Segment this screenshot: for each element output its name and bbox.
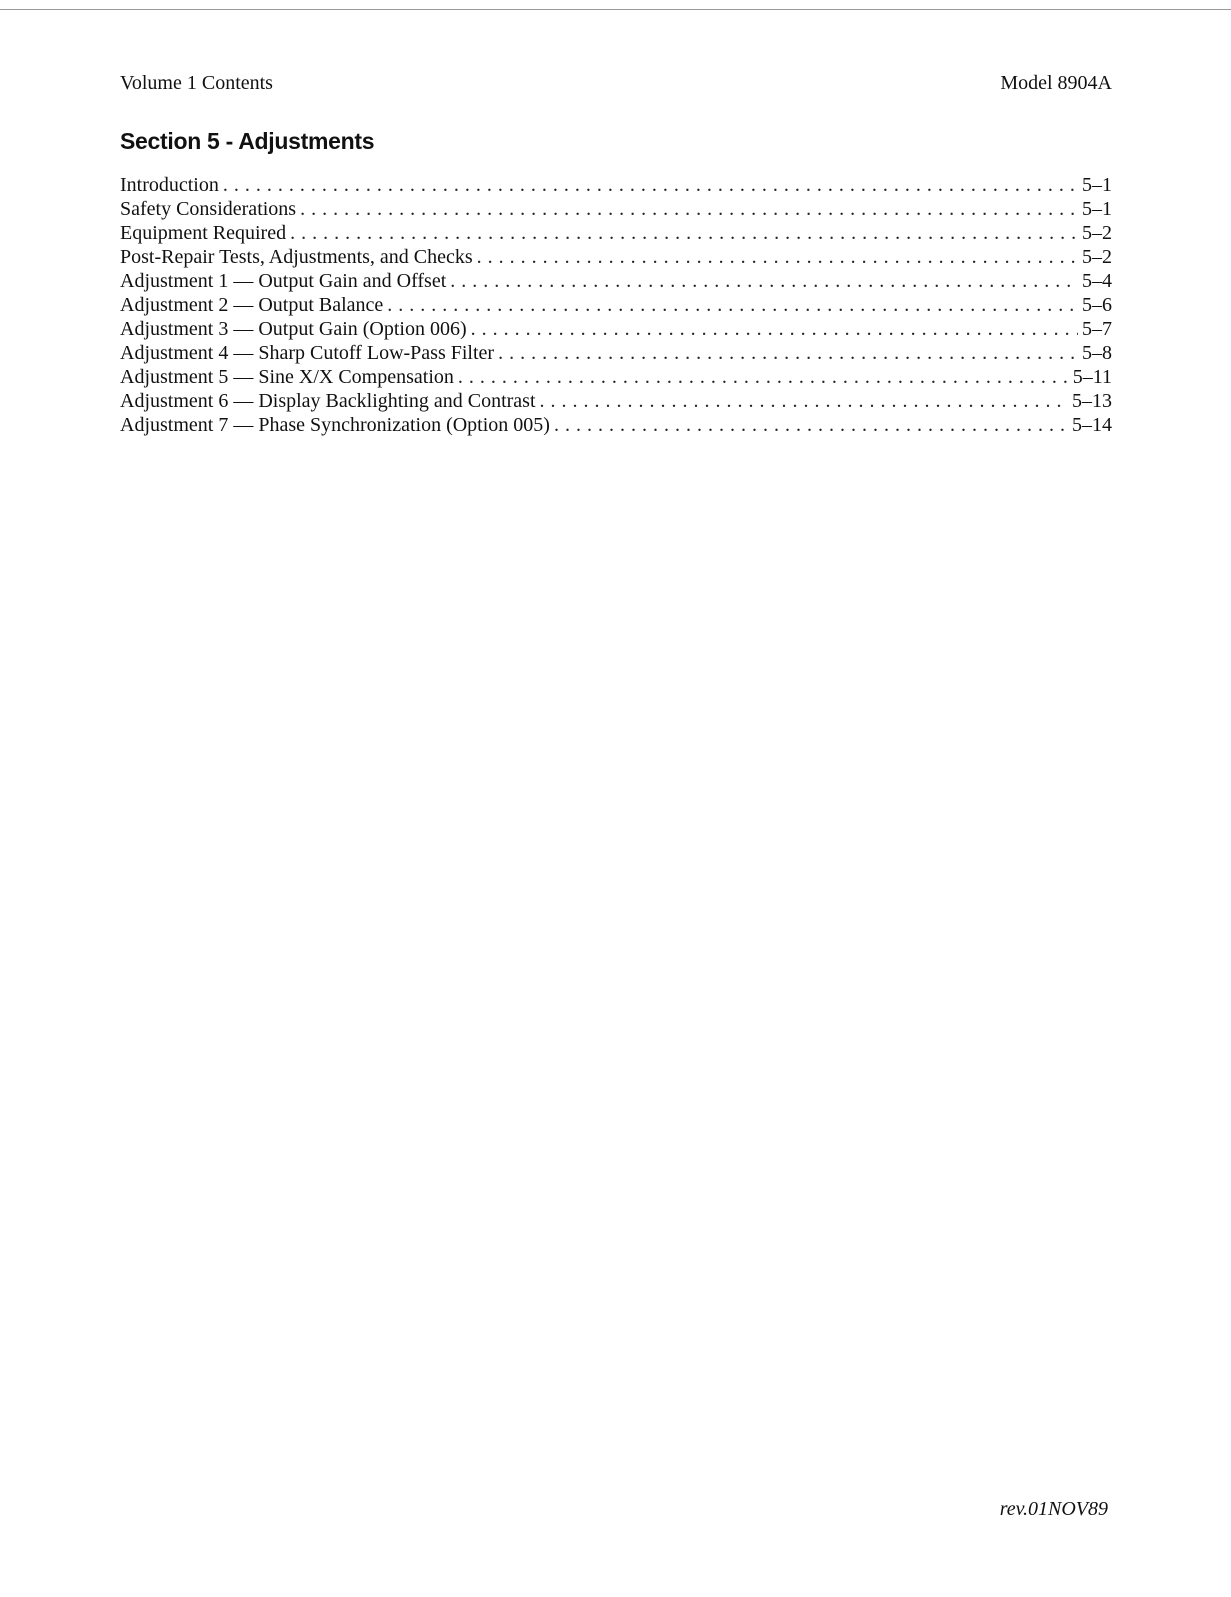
toc-entry-title: Adjustment 7 — Phase Synchronization (Option 005) <box>120 414 550 436</box>
dot-leader <box>554 413 1068 437</box>
top-rule <box>0 9 1231 10</box>
toc-entry <box>120 197 1112 221</box>
dot-leader <box>290 221 1078 245</box>
revision-footer: rev.01NOV89 <box>999 1498 1108 1520</box>
toc-entry-title: Adjustment 2 — Output Balance <box>120 294 384 316</box>
toc-entry <box>120 341 1112 365</box>
header-volume-label: Volume 1 Contents <box>120 72 273 94</box>
toc-entry-title: Introduction <box>120 174 219 196</box>
dot-leader <box>458 365 1069 389</box>
dot-leader <box>300 197 1078 221</box>
dot-leader <box>387 293 1078 317</box>
dot-leader <box>450 269 1078 293</box>
toc-entry-page: 5–1 <box>1082 174 1112 196</box>
toc-entry-page: 5–7 <box>1082 318 1112 340</box>
toc-entry <box>120 365 1112 389</box>
toc-entry-page: 5–13 <box>1072 390 1112 412</box>
toc-entry-title: Adjustment 6 — Display Backlighting and Contrast <box>120 390 536 412</box>
toc-entry-title: Post-Repair Tests, Adjustments, and Checks <box>120 246 473 268</box>
table-of-contents <box>120 173 1112 437</box>
dot-leader <box>540 389 1068 413</box>
toc-entry <box>120 413 1112 437</box>
toc-entry-page: 5–6 <box>1082 294 1112 316</box>
toc-entry-page: 5–2 <box>1082 222 1112 244</box>
toc-entry <box>120 389 1112 413</box>
toc-entry-page: 5–2 <box>1082 246 1112 268</box>
section-title: Section 5 - Adjustments <box>120 128 375 154</box>
dot-leader <box>223 173 1078 197</box>
header-model-label: Model 8904A <box>1000 72 1112 94</box>
toc-entry-title: Adjustment 3 — Output Gain (Option 006) <box>120 318 467 340</box>
toc-entry <box>120 293 1112 317</box>
dot-leader <box>498 341 1078 365</box>
toc-entry-title: Adjustment 5 — Sine X/X Compensation <box>120 366 454 388</box>
toc-entry-title: Adjustment 1 — Output Gain and Offset <box>120 270 447 292</box>
toc-entry-page: 5–14 <box>1072 414 1112 436</box>
dot-leader <box>471 317 1078 341</box>
toc-entry-title: Safety Considerations <box>120 198 297 220</box>
toc-entry-page: 5–4 <box>1082 270 1112 292</box>
toc-entry-page: 5–11 <box>1072 366 1112 388</box>
toc-entry <box>120 317 1112 341</box>
dot-leader <box>477 245 1078 269</box>
toc-entry-page: 5–1 <box>1082 198 1112 220</box>
toc-entry <box>120 269 1112 293</box>
toc-entry-title: Adjustment 4 — Sharp Cutoff Low-Pass Filter <box>120 342 495 364</box>
toc-entry-page: 5–8 <box>1082 342 1112 364</box>
toc-entry <box>120 173 1112 197</box>
toc-entry-title: Equipment Required <box>120 222 287 244</box>
toc-entry <box>120 221 1112 245</box>
toc-entry <box>120 245 1112 269</box>
